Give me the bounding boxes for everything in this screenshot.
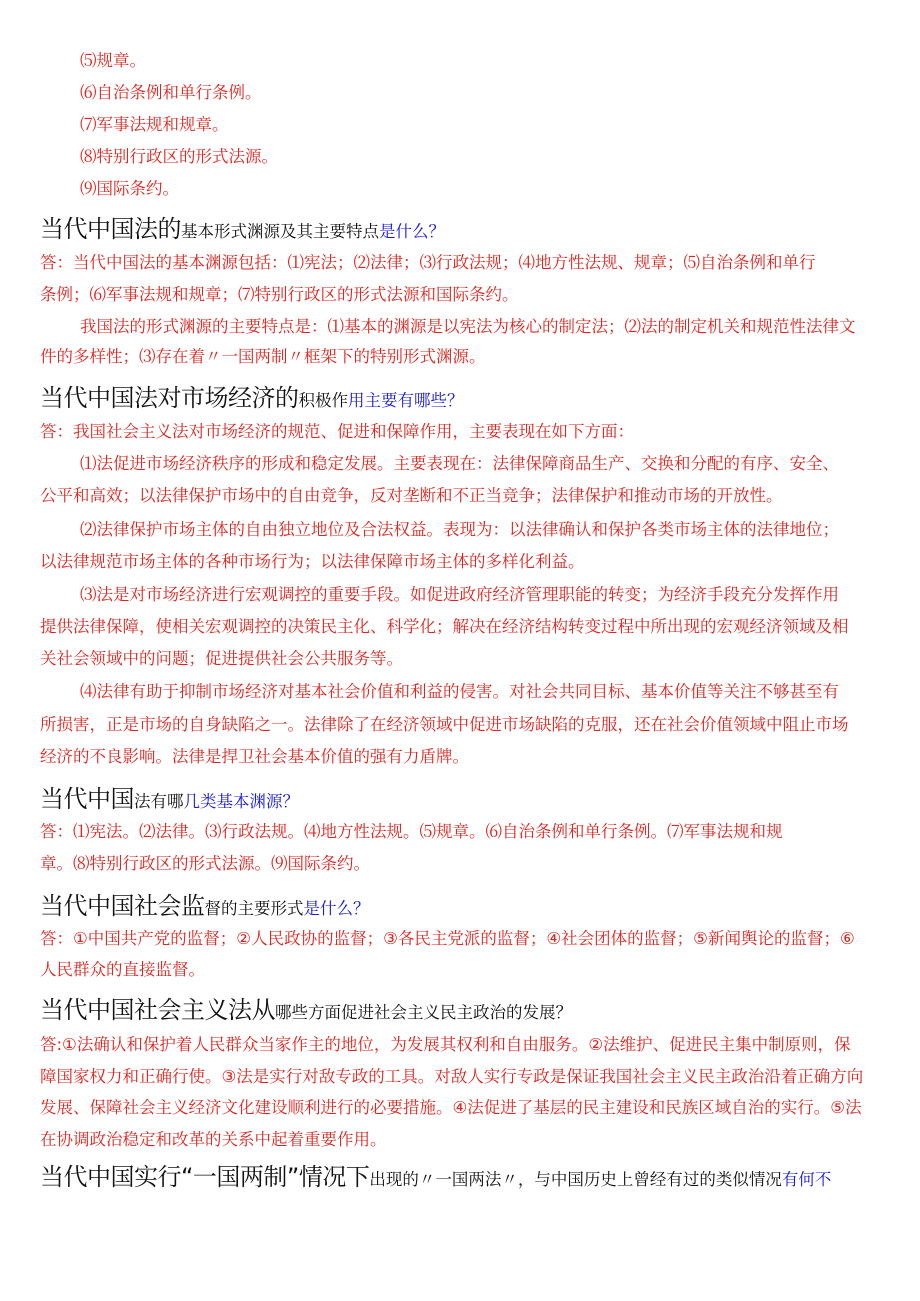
question-heading: 当代中国社会主义法从哪些方面促进社会主义民主政治的发展？: [40, 996, 572, 1024]
answer-line: 发展、保障社会主义经济文化建设顺利进行的必要措施。④法促进了基层的民主建设和民族区域自治的实行。⑤法: [40, 1098, 862, 1117]
answer-line: 在协调政治稳定和改革的关系中起着重要作用。: [40, 1130, 387, 1149]
answer-line: ⑴法促进市场经济秩序的形成和稳定发展。主要表现在：法律保障商品生产、交换和分配的有序、安全、: [80, 454, 839, 473]
answer-line: ⑷法律有助于抑制市场经济对基本社会价值和利益的侵害。对社会共同目标、基本价值等关注不够甚至有: [80, 682, 839, 701]
question-heading: 当代中国实行“一国两制”情况下出现的〃一国两法〃，与中国历史上曾经有过的类似情况有何不: [40, 1163, 832, 1191]
answer-line: 答：我国社会主义法对市场经济的规范、促进和保障作用，主要表现在如下方面：: [40, 422, 634, 441]
list-item: ⑻特别行政区的形式法源。: [80, 147, 278, 166]
question-heading: 当代中国社会监督的主要形式是什么？: [40, 892, 370, 920]
answer-line: ⑵法律保护市场主体的自由独立地位及合法权益。表现为：以法律确认和保护各类市场主体的法律地位；: [80, 520, 839, 539]
answer-line: 人民群众的直接监督。: [40, 960, 205, 979]
answer-line: 答：⑴宪法。⑵法律。⑶行政法规。⑷地方性法规。⑸规章。⑹自治条例和单行条例。⑺军事法规和规: [40, 822, 783, 841]
answer-line: 答：①中国共产党的监督；②人民政协的监督；③各民主党派的监督；④社会团体的监督；⑤新闻舆论的监督；⑥: [40, 929, 855, 948]
answer-line: 经济的不良影响。法律是捍卫社会基本价值的强有力盾牌。: [40, 747, 469, 766]
answer-line: 所损害，正是市场的自身缺陷之一。法律除了在经济领域中促进市场缺陷的克服，还在社会价值领域中阻止市场: [40, 715, 849, 734]
answer-line: 条例；⑹军事法规和规章；⑺特别行政区的形式法源和国际条约。: [40, 285, 519, 304]
answer-line: ⑶法是对市场经济进行宏观调控的重要手段。如促进政府经济管理职能的转变；为经济手段充分发挥作用: [80, 585, 839, 604]
list-item: ⑼国际条约。: [80, 179, 179, 198]
answer-line: 公平和高效；以法律保护市场中的自由竞争，反对垄断和不正当竞争；法律保护和推动市场的开放性。: [40, 486, 783, 505]
list-item: ⑸规章。: [80, 51, 146, 70]
question-heading: 当代中国法的基本形式渊源及其主要特点是什么？: [40, 215, 445, 243]
answer-line: 件的多样性；⑶存在着〃一国两制〃框架下的特别形式渊源。: [40, 347, 486, 366]
answer-line: 提供法律保障，使相关宏观调控的决策民主化、科学化；解决在经济结构转变过程中所出现的宏观经济领域及相: [40, 617, 849, 636]
answer-line: 以法律规范市场主体的各种市场行为；以法律保障市场主体的多样化利益。: [40, 552, 585, 571]
answer-line: 关社会领域中的问题；促进提供社会公共服务等。: [40, 649, 403, 668]
answer-line: 答：当代中国法的基本渊源包括：⑴宪法；⑵法律；⑶行政法规；⑷地方性法规、规章；⑸自治条例和单行: [40, 253, 816, 272]
list-item: ⑺军事法规和规章。: [80, 115, 229, 134]
question-heading: 当代中国法有哪几类基本渊源？: [40, 785, 299, 813]
answer-line: 答:①法确认和保护着人民群众当家作主的地位，为发展其权利和自由服务。②法维护、促进民主集中制原则，保: [40, 1035, 851, 1054]
question-heading: 当代中国法对市场经济的积极作用主要有哪些？: [40, 384, 464, 412]
answer-line: 我国法的形式渊源的主要特点是：⑴基本的渊源是以宪法为核心的制定法；⑵法的制定机关和规范性法律文: [80, 317, 856, 336]
list-item: ⑹自治条例和单行条例。: [80, 83, 262, 102]
answer-line: 章。⑻特别行政区的形式法源。⑼国际条约。: [40, 854, 370, 873]
answer-line: 障国家权力和正确行使。③法是实行对敌专政的工具。对敌人实行专政是保证我国社会主义民主政治沿着正确方向: [40, 1067, 864, 1086]
